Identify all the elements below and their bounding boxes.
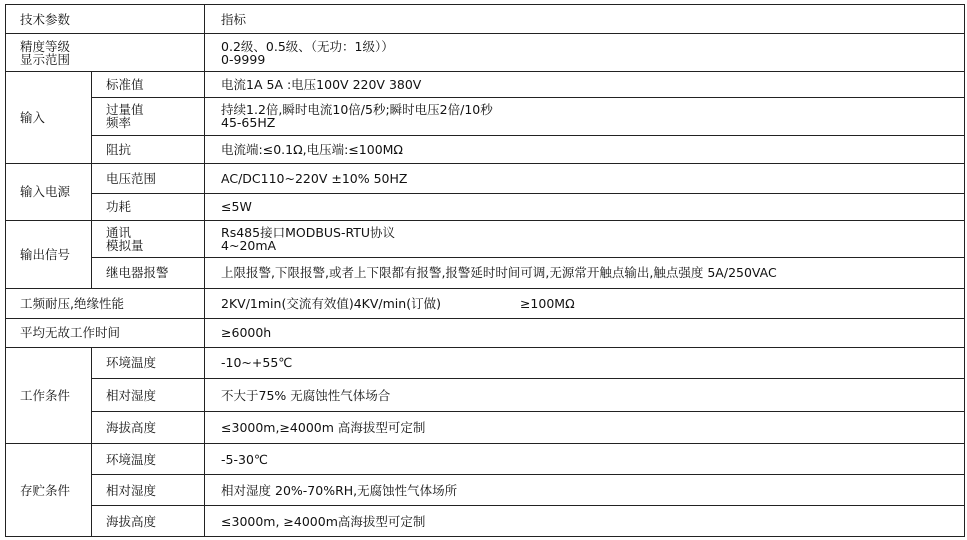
- power-consumption-label: 功耗: [92, 194, 205, 220]
- input-overload-value-line2: 45-65HZ: [221, 115, 276, 131]
- operating-altitude-label: 海拔高度: [92, 411, 205, 444]
- header-param: 技术参数: [6, 5, 205, 34]
- operating-altitude-value: ≤3000m,≥4000m 高海拔型可定制: [205, 411, 965, 444]
- power-voltage-label: 电压范围: [92, 163, 205, 194]
- input-overload-label-line1: 过量值: [106, 102, 144, 118]
- storage-temp-label: 环境温度: [92, 444, 205, 475]
- table-row-output-comm: [6, 220, 965, 258]
- operating-group-label: 工作条件: [6, 347, 92, 444]
- output-comm-value: [205, 220, 965, 258]
- storage-temp-value: -5-30℃: [205, 444, 965, 475]
- mtbf-label: 平均无故工作时间: [6, 319, 205, 347]
- accuracy-label-line1: 精度等级: [20, 38, 71, 54]
- input-overload-label: [92, 97, 205, 136]
- table-row-power-voltage: [6, 163, 965, 194]
- accuracy-value-line1: 0.2级、0.5级、（无功：1级））: [221, 38, 394, 54]
- output-relay-label: 继电器报警: [92, 258, 205, 289]
- output-comm-label: [92, 220, 205, 258]
- table-row-input-impedance: [6, 136, 965, 163]
- accuracy-label-line2: 显示范围: [20, 51, 71, 67]
- table-row-mtbf: [6, 319, 965, 347]
- storage-group-label: 存贮条件: [6, 444, 92, 537]
- operating-temp-value: -10~+55℃: [205, 347, 965, 379]
- input-rated-value: 电流1A 5A :电压100V 220V 380V: [205, 72, 965, 97]
- input-group-label: 输入: [6, 72, 92, 164]
- input-rated-label: 标准值: [92, 72, 205, 97]
- table-row-storage-altitude: [6, 506, 965, 537]
- table-row-output-relay: [6, 258, 965, 289]
- input-impedance-value: 电流端:≤0.1Ω,电压端:≤100MΩ: [205, 136, 965, 163]
- input-overload-value: [205, 97, 965, 136]
- table-row-insulation: [6, 288, 965, 319]
- table-row-operating-altitude: [6, 411, 965, 444]
- table-row-operating-humidity: [6, 379, 965, 412]
- output-group-label: 输出信号: [6, 220, 92, 288]
- table-row-power-consumption: [6, 194, 965, 220]
- power-voltage-value: AC/DC110~220V ±10% 50HZ: [205, 163, 965, 194]
- operating-temp-label: 环境温度: [92, 347, 205, 379]
- input-impedance-label: 阻抗: [92, 136, 205, 163]
- output-relay-value: 上限报警,下限报警,或者上下限都有报警,报警延时时间可调,无源常开触点输出,触点强度 5A/250VAC: [205, 258, 965, 289]
- output-comm-label-line2: 模拟量: [106, 237, 144, 253]
- table-row-accuracy: [6, 34, 965, 72]
- table-row-input-rated: [6, 72, 965, 97]
- table-row-storage-temp: [6, 444, 965, 475]
- spec-table: [5, 4, 965, 537]
- power-consumption-value: ≤5W: [205, 194, 965, 220]
- table-header-row: [6, 5, 965, 34]
- mtbf-value: ≥6000h: [205, 319, 965, 347]
- insulation-value: [205, 288, 965, 319]
- storage-altitude-value: ≤3000m, ≥4000m高海拔型可定制: [205, 506, 965, 537]
- accuracy-label: [6, 34, 205, 72]
- storage-humidity-label: 相对湿度: [92, 474, 205, 506]
- power-group-label: 输入电源: [6, 163, 92, 220]
- output-comm-label-line1: 通讯: [106, 224, 132, 240]
- output-comm-value-line2: 4~20mA: [221, 237, 277, 253]
- accuracy-value-line2: 0-9999: [221, 51, 266, 67]
- storage-altitude-label: 海拔高度: [92, 506, 205, 537]
- storage-humidity-value: 相对湿度 20%-70%RH,无腐蚀性气体场所: [205, 474, 965, 506]
- table-row-input-overload: [6, 97, 965, 136]
- input-overload-label-line2: 频率: [106, 115, 132, 131]
- table-row-operating-temp: [6, 347, 965, 379]
- output-comm-value-line1: Rs485接口MODBUS-RTU协议: [221, 224, 396, 240]
- table-row-storage-humidity: [6, 474, 965, 506]
- insulation-value-main: 2KV/1min(交流有效值)4KV/min(订做): [221, 295, 441, 311]
- operating-humidity-label: 相对湿度: [92, 379, 205, 412]
- header-spec: 指标: [205, 5, 965, 34]
- operating-humidity-value: 不大于75% 无腐蚀性气体场合: [205, 379, 965, 412]
- accuracy-value: [205, 34, 965, 72]
- input-overload-value-line1: 持续1.2倍,瞬时电流10倍/5秒;瞬时电压2倍/10秒: [221, 102, 493, 118]
- insulation-value-resistance: ≥100MΩ: [519, 295, 575, 311]
- insulation-label: 工频耐压,绝缘性能: [6, 288, 205, 319]
